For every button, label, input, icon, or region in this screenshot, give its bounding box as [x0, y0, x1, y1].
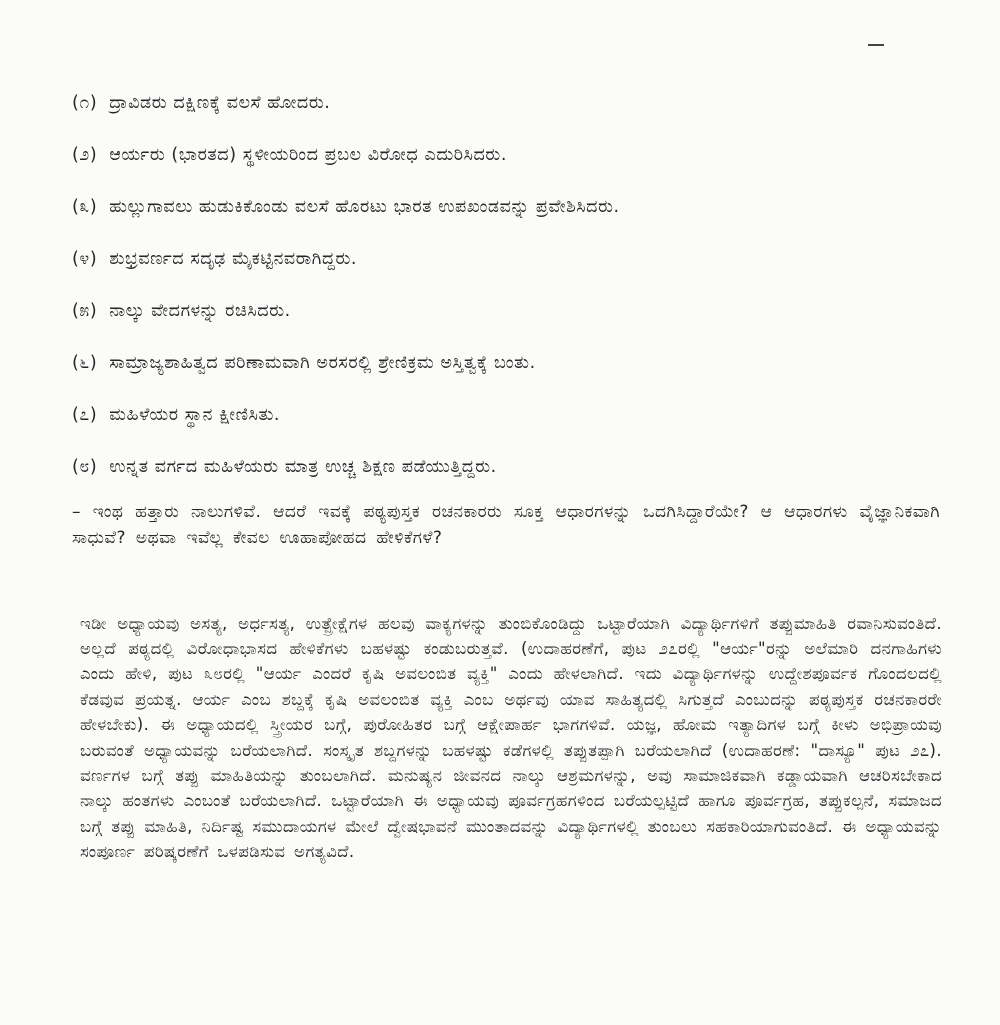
list-item-number: (೭) — [72, 405, 98, 425]
list-item-text: ನಾಲ್ಕು ವೇದಗಳನ್ನು ರಚಿಸಿದರು. — [109, 301, 291, 321]
corner-mark — [868, 44, 884, 46]
list-item-text: ಉನ್ನತ ವರ್ಗದ ಮಹಿಳೆಯರು ಮಾತ್ರ ಉಚ್ಚ ಶಿಕ್ಷಣ ಪಡೆಯುತ್ತಿದ್ದರು. — [109, 457, 497, 477]
list-item-number: (೫) — [72, 301, 98, 321]
list-item — [72, 241, 952, 293]
list-item-number: (೩) — [72, 197, 98, 217]
list-item-number: (೧) — [72, 93, 98, 113]
list-item — [72, 397, 952, 449]
list-item-number: (೪) — [72, 249, 98, 269]
list-item-number: (೨) — [72, 145, 98, 165]
list-item-text: ಆರ್ಯರು (ಭಾರತದ) ಸ್ಥಳೀಯರಿಂದ ಪ್ರಬಲ ವಿರೋಧ ಎದುರಿಸಿದರು. — [109, 145, 508, 165]
list-item — [72, 345, 952, 397]
list-item — [72, 293, 952, 345]
list-item-text: ಶುಭ್ರವರ್ಣದ ಸದೃಢ ಮೈಕಟ್ಟಿನವರಾಗಿದ್ದರು. — [109, 249, 358, 269]
list-item — [72, 189, 952, 241]
list-item — [72, 137, 952, 189]
list-item-text: ಹುಲ್ಲುಗಾವಲು ಹುಡುಕಿಕೊಂಡು ವಲಸೆ ಹೊರಟು ಭಾರತ ಉಪಖಂಡವನ್ನು ಪ್ರವೇಶಿಸಿದರು. — [109, 197, 620, 217]
list-item — [72, 85, 952, 137]
body-paragraph: ಇಡೀ ಅಧ್ಯಾಯವು ಅಸತ್ಯ, ಅರ್ಧಸತ್ಯ, ಉತ್ಪ್ರೇಕ್ಷೆಗಳ ಹಲವು ವಾಕ್ಯಗಳನ್ನು ತುಂಬಿಕೊಂಡಿದ್ದು ಒಟ್ಟಾರೆಯಾಗಿ ವಿದ್ಯಾರ್ಥಿಗಳಿಗೆ ತಪ್ಪುಮಾಹಿತಿ ರವಾನಿಸುವಂತಿದೆ. ಅಲ್ಲದೆ ಪಠ್ಯದಲ್ಲಿ ವಿರೋಧಾಭಾಸದ ಹೇಳಿಕೆಗಳು ಬಹಳಷ್ಟು ಕಂಡುಬರುತ್ತವೆ. (ಉದಾಹರಣೆಗೆ, ಪುಟ ೨೭ರಲ್ಲಿ "ಆರ್ಯ"ರನ್ನು ಅಲೆಮಾರಿ ದನಗಾಹಿಗಳು ಎಂದು ಹೇಳಿ, ಪುಟ ೩೮ರಲ್ಲಿ "ಆರ್ಯ ಎಂದರೆ ಕೃಷಿ ಅವಲಂಬಿತ ವ್ಯಕ್ತಿ" ಎಂದು ಹೇಳಲಾಗಿದೆ. ಇದು ವಿದ್ಯಾರ್ಥಿಗಳನ್ನು ಉದ್ದೇಶಪೂರ್ವಕ ಗೊಂದಲದಲ್ಲಿ ಕೆಡವುವ ಪ್ರಯತ್ನ. ಆರ್ಯ ಎಂಬ ಶಬ್ದಕ್ಕೆ ಕೃಷಿ ಅವಲಂಬಿತ ವ್ಯಕ್ತಿ ಎಂಬ ಅರ್ಥವು ಯಾವ ಸಾಹಿತ್ಯದಲ್ಲಿ ಸಿಗುತ್ತದೆ ಎಂಬುದನ್ನು ಪಠ್ಯಪುಸ್ತಕ ರಚನಕಾರರೇ ಹೇಳಬೇಕು). ಈ ಅಧ್ಯಾಯದಲ್ಲಿ ಸ್ತ್ರೀಯರ ಬಗ್ಗೆ, ಪುರೋಹಿತರ ಬಗ್ಗೆ ಆಕ್ಷೇಪಾರ್ಹ ಭಾಗಗಳಿವೆ. ಯಜ್ಞ, ಹೋಮ ಇತ್ಯಾದಿಗಳ ಬಗ್ಗೆ ಕೀಳು ಅಭಿಪ್ರಾಯವು ಬರುವಂತೆ ಅಧ್ಯಾಯವನ್ನು ಬರೆಯಲಾಗಿದೆ. ಸಂಸ್ಕೃತ ಶಬ್ದಗಳನ್ನು ಬಹಳಷ್ಟು ಕಡೆಗಳಲ್ಲಿ ತಪ್ಪುತಪ್ಪಾಗಿ ಬರೆಯಲಾಗಿದೆ (ಉದಾಹರಣೆ: "ದಾಸ್ಯೂ" ಪುಟ ೨೭). ವರ್ಣಗಳ ಬಗ್ಗೆ ತಪ್ಪು ಮಾಹಿತಿಯನ್ನು ತುಂಬಲಾಗಿದೆ. ಮನುಷ್ಯನ ಜೀವನದ ನಾಲ್ಕು ಆಶ್ರಮಗಳನ್ನು, ಅವು ಸಾಮಾಜಿಕವಾಗಿ ಕಡ್ಡಾಯವಾಗಿ ಆಚರಿಸಬೇಕಾದ ನಾಲ್ಕು ಹಂತಗಳು ಎಂಬಂತೆ ಬರೆಯಲಾಗಿದೆ. ಒಟ್ಟಾರೆಯಾಗಿ ಈ ಅಧ್ಯಾಯವು ಪೂರ್ವಗ್ರಹಗಳಿಂದ ಬರೆಯಲ್ಪಟ್ಟಿದೆ ಹಾಗೂ ಪೂರ್ವಗ್ರಹ, ತಪ್ಪುಕಲ್ಪನೆ, ಸಮಾಜದ ಬಗ್ಗೆ ತಪ್ಪು ಮಾಹಿತಿ, ನಿರ್ದಿಷ್ಟ ಸಮುದಾಯಗಳ ಮೇಲೆ ದ್ವೇಷಭಾವನೆ ಮುಂತಾದವನ್ನು ವಿದ್ಯಾರ್ಥಿಗಳಲ್ಲಿ ತುಂಬಲು ಸಹಕಾರಿಯಾಗುವಂತಿದೆ. ಈ ಅಧ್ಯಾಯವನ್ನು ಸಂಪೂರ್ಣ ಪರಿಷ್ಕರಣೆಗೆ ಒಳಪಡಿಸುವ ಅಗತ್ಯವಿದೆ. — [80, 613, 942, 862]
list-item-text: ಮಹಿಳೆಯರ ಸ್ಥಾನ ಕ್ಷೀಣಿಸಿತು. — [109, 405, 281, 425]
list-item-text: ದ್ರಾವಿಡರು ದಕ್ಷಿಣಕ್ಕೆ ವಲಸೆ ಹೋದರು. — [109, 93, 331, 113]
list-item — [72, 449, 952, 501]
question-paragraph: – ಇಂಥ ಹತ್ತಾರು ನಾಲುಗಳಿವೆ. ಆದರೆ ಇವಕ್ಕೆ ಪಠ್ಯಪುಸ್ತಕ ರಚನಕಾರರು ಸೂಕ್ತ ಆಧಾರಗಳನ್ನು ಒದಗಿಸಿದ್ದಾರೆಯೇ? ಆ ಆಧಾರಗಳು ವೈಜ್ಞಾನಿಕವಾಗಿ ಸಾಧುವೆ? ಅಥವಾ ಇವೆಲ್ಲ ಕೇವಲ ಊಹಾಪೋಹದ ಹೇಳಿಕೆಗಳೆ? — [72, 502, 940, 548]
list-item-number: (೮) — [72, 457, 98, 477]
list-item-text: ಸಾಮ್ರಾಜ್ಯಶಾಹಿತ್ವದ ಪರಿಣಾಮವಾಗಿ ಅರಸರಲ್ಲಿ ಶ್ರೇಣಿಕ್ರಮ ಅಸ್ತಿತ್ವಕ್ಕೆ ಬಂತು. — [109, 353, 536, 373]
list-item-number: (೬) — [72, 353, 98, 373]
claims-list — [72, 85, 952, 501]
